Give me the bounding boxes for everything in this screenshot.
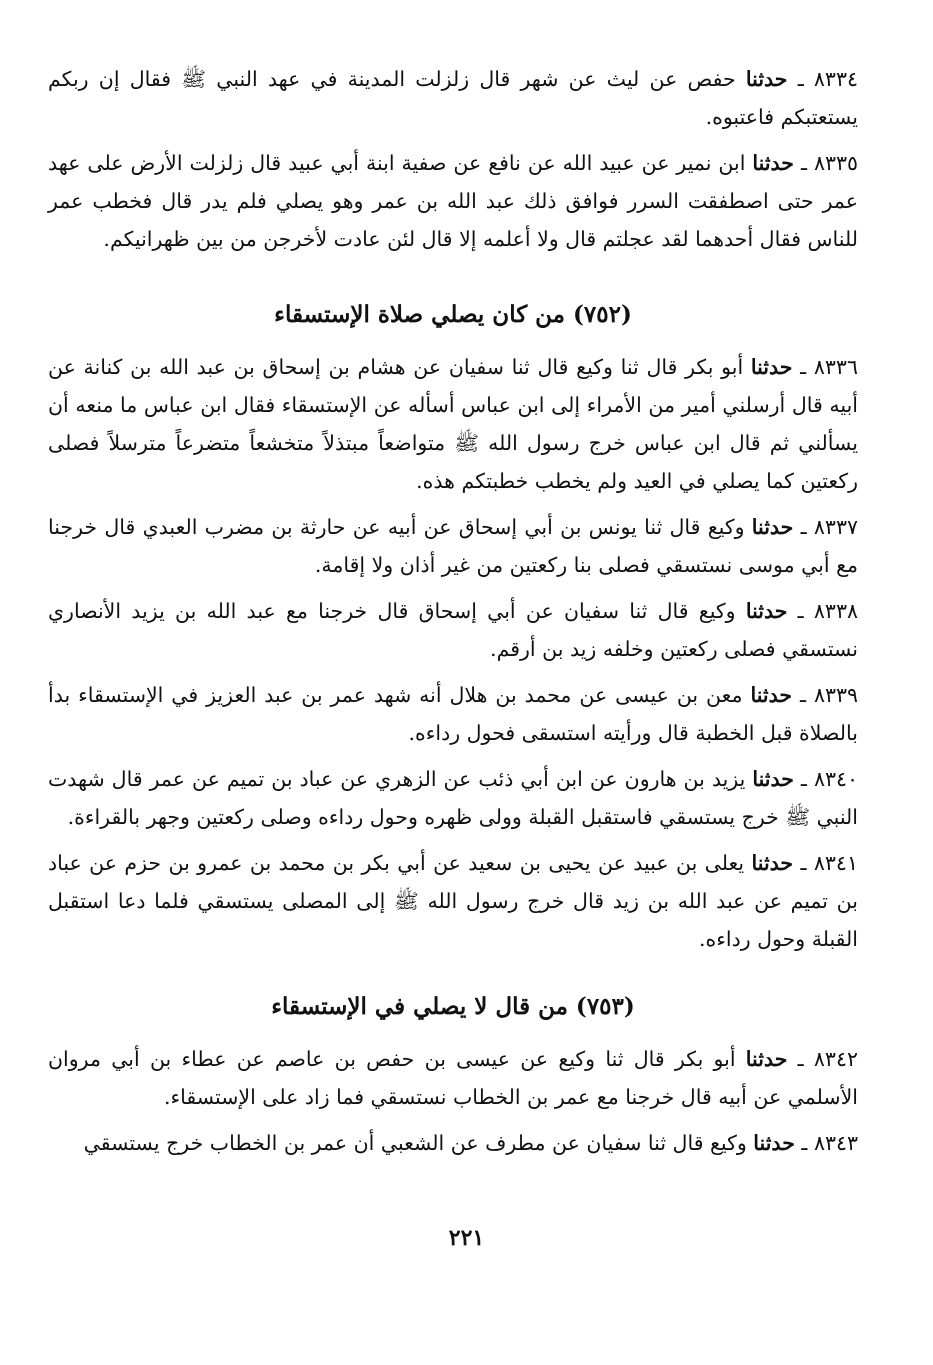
chapter-753-title: (٧٥٣) من قال لا يصلي في الإستسقاء xyxy=(271,993,635,1020)
hadith-lead: حدثنا xyxy=(751,851,794,875)
hadith-lead: حدثنا xyxy=(753,1131,795,1155)
hadith-number: ٨٣٤١ xyxy=(813,851,858,875)
hadith-lead: حدثنا xyxy=(751,515,794,539)
hadith-8340 xyxy=(48,760,858,836)
hadith-text: معن بن عيسى عن محمد بن هلال أنه شهد عمر بن عبد العزيز في الإستسقاء بدأ بالصلاة قبل الخطبة قال ورأيته استسقى فحول رداءه. xyxy=(48,683,858,745)
hadith-8342 xyxy=(48,1040,858,1116)
separator: ـ xyxy=(800,151,807,175)
hadith-8334 xyxy=(48,60,858,136)
hadith-number: ٨٣٣٥ xyxy=(813,151,858,175)
hadith-text: أبو بكر قال ثنا وكيع عن عيسى بن حفص بن عاصم عن عطاء بن أبي مروان الأسلمي عن أبيه قال خرجنا مع عمر بن الخطاب نستسقي فما زاد على الإستسقاء. xyxy=(48,1047,858,1109)
separator: ـ xyxy=(800,767,807,791)
hadith-lead: حدثنا xyxy=(745,599,788,623)
hadith-8343 xyxy=(48,1124,858,1162)
hadith-8338 xyxy=(48,592,858,668)
hadith-number: ٨٣٣٩ xyxy=(813,683,858,707)
hadith-8336 xyxy=(48,348,858,500)
hadith-lead: حدثنا xyxy=(745,67,788,91)
hadith-text: ابن نمير عن عبيد الله عن نافع عن صفية ابنة أبي عبيد قال زلزلت الأرض على عهد عمر حتى اصطفقت السرر فوافق ذلك عبد الله بن عمر وهو يصلي فلم يدر قال فخطب عمر للناس فقال أحدهما لقد عجلتم قال ولا أعلمه إلا قال لئن عادت لأخرجن من بين ظهرانيكم. xyxy=(48,151,858,251)
hadith-text: وكيع قال ثنا سفيان عن مطرف عن الشعبي أن عمر بن الخطاب خرج يستسقي xyxy=(83,1131,747,1155)
hadith-number: ٨٣٤٣ xyxy=(813,1131,858,1155)
hadith-number: ٨٣٣٧ xyxy=(813,515,858,539)
hadith-lead: حدثنا xyxy=(750,355,793,379)
hadith-lead: حدثنا xyxy=(745,1047,788,1071)
hadith-8339 xyxy=(48,676,858,752)
separator: ـ xyxy=(797,599,804,623)
hadith-8341 xyxy=(48,844,858,958)
separator: ـ xyxy=(801,1131,808,1155)
separator: ـ xyxy=(797,1047,804,1071)
separator: ـ xyxy=(800,515,807,539)
hadith-number: ٨٣٣٨ xyxy=(813,599,858,623)
hadith-text: أبو بكر قال ثنا وكيع قال ثنا سفيان عن هشام بن إسحاق بن عبد الله بن كنانة عن أبيه قال أرسلني أمير من الأمراء إلى ابن عباس أسأله عن الإستسقاء فقال ابن عباس ما منعه أن يسألني ثم قال ابن عباس خرج رسول الله ﷺ متواضعاً مبتذلاً متخشعاً متضرعاً مترسلاً فصلى ركعتين كما يصلي في العيد ولم يخطب خطبتكم هذه. xyxy=(48,355,858,493)
chapter-752-title: (٧٥٢) من كان يصلي صلاة الإستسقاء xyxy=(274,301,632,328)
separator: ـ xyxy=(800,851,807,875)
page-number: ٢٢١ xyxy=(448,1225,485,1251)
hadith-text: يعلى بن عبيد عن يحيى بن سعيد عن أبي بكر بن محمد بن عمرو بن حزم عن عباد بن تميم عن عبد الله بن زيد قال خرج رسول الله ﷺ إلى المصلى يستسقي فلما دعا استقبل القبلة وحول رداءه. xyxy=(48,851,858,951)
hadith-8335 xyxy=(48,144,858,258)
hadith-text: حفص عن ليث عن شهر قال زلزلت المدينة في عهد النبي ﷺ فقال إن ربكم يستعتبكم فاعتبوه. xyxy=(48,67,858,129)
separator: ـ xyxy=(800,355,807,379)
separator: ـ xyxy=(797,67,804,91)
hadith-lead: حدثنا xyxy=(752,767,794,791)
hadith-lead: حدثنا xyxy=(752,151,794,175)
hadith-number: ٨٣٤٢ xyxy=(813,1047,858,1071)
hadith-number: ٨٣٣٤ xyxy=(813,67,858,91)
hadith-text: وكيع قال ثنا سفيان عن أبي إسحاق قال خرجنا مع عبد الله بن يزيد الأنصاري نستسقي فصلى ركعتين وخلفه زيد بن أرقم. xyxy=(48,599,858,661)
hadith-number: ٨٣٤٠ xyxy=(813,767,858,791)
separator: ـ xyxy=(799,683,806,707)
hadith-lead: حدثنا xyxy=(750,683,793,707)
page-body xyxy=(48,60,858,1170)
hadith-text: وكيع قال ثنا يونس بن أبي إسحاق عن أبيه عن حارثة بن مضرب العبدي قال خرجنا مع أبي موسى نستسقي فصلى بنا ركعتين من غير أذان ولا إقامة. xyxy=(48,515,858,577)
hadith-8337 xyxy=(48,508,858,584)
hadith-text: يزيد بن هارون عن ابن أبي ذئب عن الزهري عن عباد بن تميم عن عمر قال شهدت النبي ﷺ خرج يستسقي فاستقبل القبلة وولى ظهره وحول رداءه وصلى ركعتين وجهر بالقراءة. xyxy=(48,767,858,829)
hadith-number: ٨٣٣٦ xyxy=(813,355,858,379)
